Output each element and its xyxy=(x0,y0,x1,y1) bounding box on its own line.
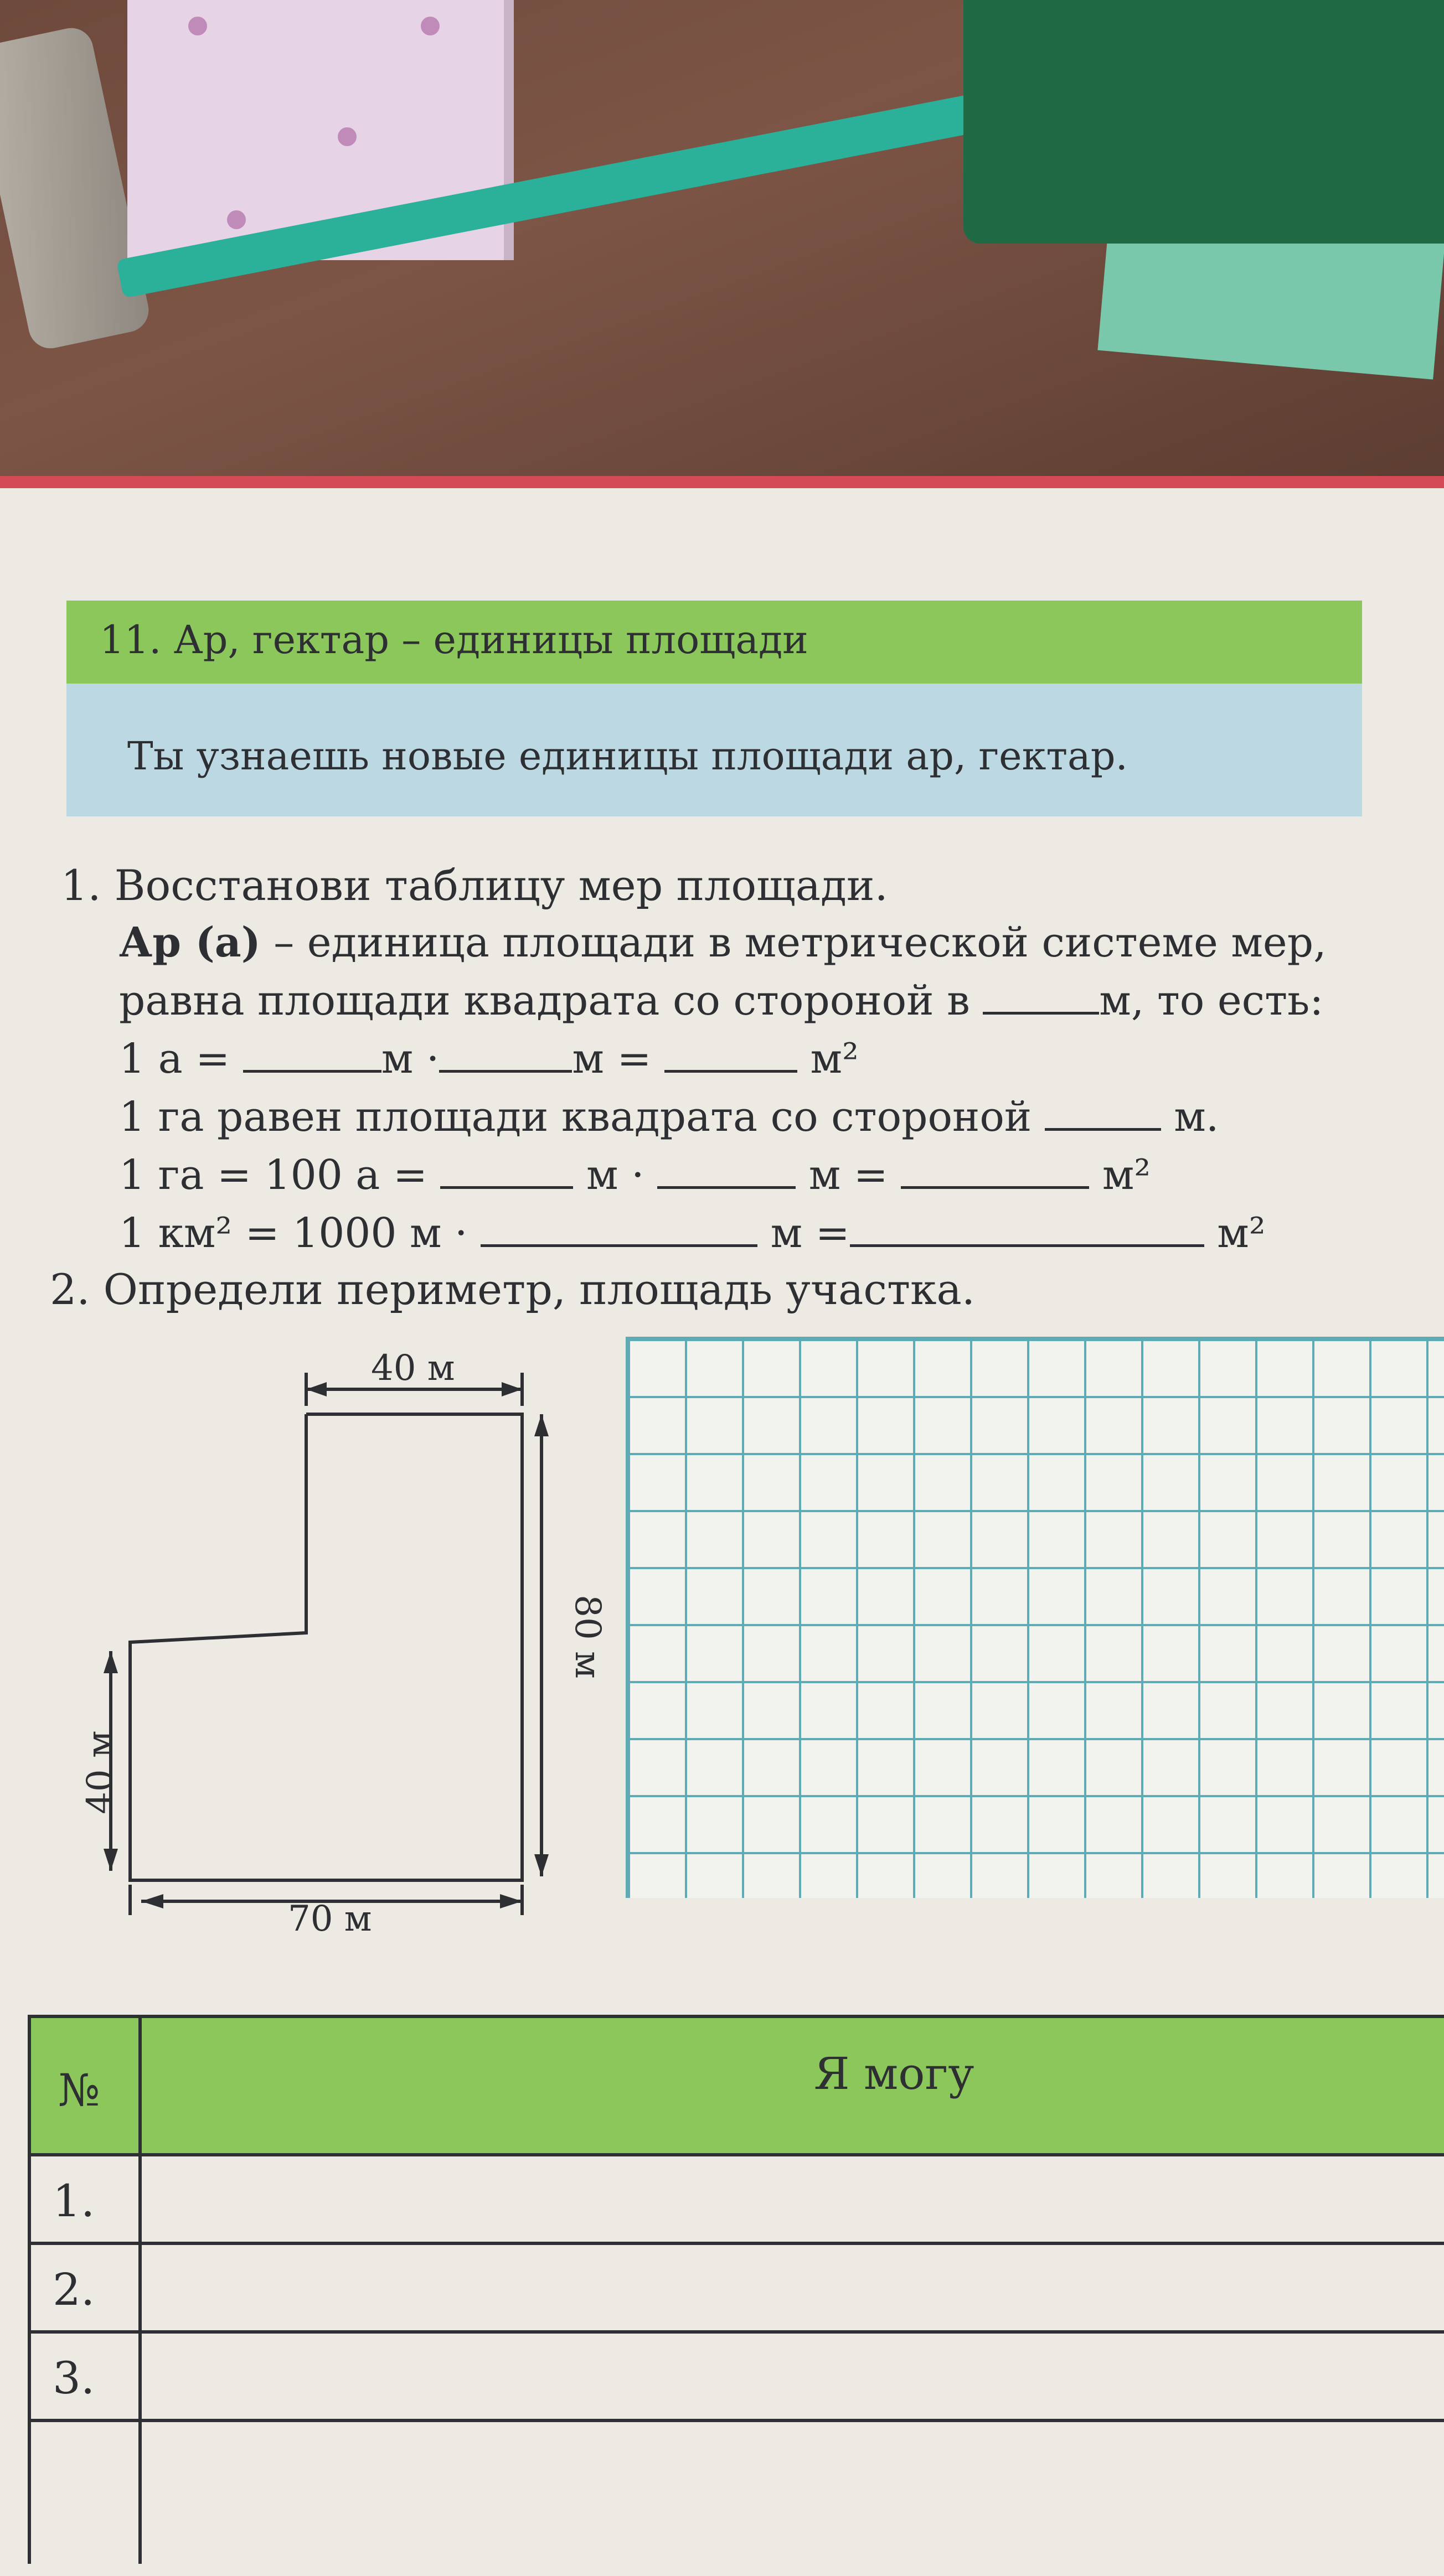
green-folder xyxy=(963,0,1444,244)
dim-label-top: 40 м xyxy=(371,1348,455,1389)
line2-text: равна площади квадрата со стороной в xyxy=(119,977,970,1025)
table-row-number: 2. xyxy=(53,2264,95,2315)
table-border xyxy=(138,2015,142,2564)
lesson-goal: Ты узнаешь новые единицы площади ар, гектар. xyxy=(127,733,1128,779)
task2-heading: 2. Определи периметр, площадь участка. xyxy=(50,1265,975,1314)
table-header xyxy=(28,2015,1444,2153)
task1-line5 xyxy=(119,1151,1151,1199)
task1-line1 xyxy=(119,919,1327,966)
dim-label-left: 40 м xyxy=(79,1730,121,1814)
definition-term: Ар (а) xyxy=(119,919,261,966)
answer-blank[interactable] xyxy=(243,1037,381,1073)
task1-line4 xyxy=(119,1093,1219,1141)
line3-text: 1 а = xyxy=(119,1035,230,1083)
line3-unit: м² xyxy=(810,1035,859,1083)
answer-blank[interactable] xyxy=(901,1153,1089,1189)
line3-unit: м · xyxy=(381,1035,440,1083)
box-dot xyxy=(421,17,440,35)
column-header-i-can: Я могу xyxy=(814,2048,974,2099)
line6-unit: м = xyxy=(770,1209,850,1257)
answer-blank[interactable] xyxy=(439,1037,572,1073)
line6-unit: м² xyxy=(1217,1209,1266,1257)
dim-label-right: 80 м xyxy=(566,1595,608,1679)
box-dot xyxy=(338,127,357,146)
table-row-number: 3. xyxy=(53,2352,95,2404)
line4-unit: м. xyxy=(1174,1093,1219,1141)
table-border xyxy=(28,2419,1444,2422)
answer-blank[interactable] xyxy=(440,1153,573,1189)
answer-blank[interactable] xyxy=(1045,1095,1161,1131)
line2-unit: м, то есть: xyxy=(1099,977,1324,1025)
desk-background xyxy=(0,0,1444,515)
table-border xyxy=(28,2015,1444,2018)
table-row-cell[interactable] xyxy=(144,2156,1444,2239)
table-row-number: 1. xyxy=(53,2175,95,2227)
task1-line6 xyxy=(119,1209,1266,1257)
box-dot xyxy=(188,17,207,35)
line4-text: 1 га равен площади квадрата со стороной xyxy=(119,1093,1032,1141)
plot-outline xyxy=(130,1414,522,1880)
answer-blank[interactable] xyxy=(850,1211,1204,1247)
line5-text: 1 га = 100 а = xyxy=(119,1151,427,1199)
line5-unit: м · xyxy=(586,1151,644,1199)
table-row-cell[interactable] xyxy=(144,2334,1444,2417)
task1-heading: 1. Восстанови таблицу мер площади. xyxy=(61,861,888,910)
plot-figure xyxy=(83,1328,581,1954)
line6-text: 1 км² = 1000 м · xyxy=(119,1209,468,1257)
dim-label-bottom: 70 м xyxy=(288,1899,372,1939)
answer-blank[interactable] xyxy=(664,1037,797,1073)
task1-line2 xyxy=(119,977,1323,1025)
lesson-title: 11. Ар, гектар – единицы площади xyxy=(100,617,808,663)
column-header-number: № xyxy=(58,2065,100,2116)
answer-blank[interactable] xyxy=(481,1211,757,1247)
box-dot xyxy=(227,210,246,229)
answer-blank[interactable] xyxy=(983,979,1099,1015)
answer-blank[interactable] xyxy=(657,1153,796,1189)
line3-unit: м = xyxy=(572,1035,652,1083)
table-row-cell[interactable] xyxy=(144,2245,1444,2328)
line5-unit: м² xyxy=(1102,1151,1151,1199)
task1-line3 xyxy=(119,1035,859,1083)
line5-unit: м = xyxy=(808,1151,888,1199)
definition-text: – единица площади в метрической системе мер, xyxy=(274,919,1327,966)
table-border xyxy=(28,2015,31,2564)
squared-grid[interactable] xyxy=(626,1337,1444,1898)
self-assessment-table xyxy=(28,2015,1444,2564)
